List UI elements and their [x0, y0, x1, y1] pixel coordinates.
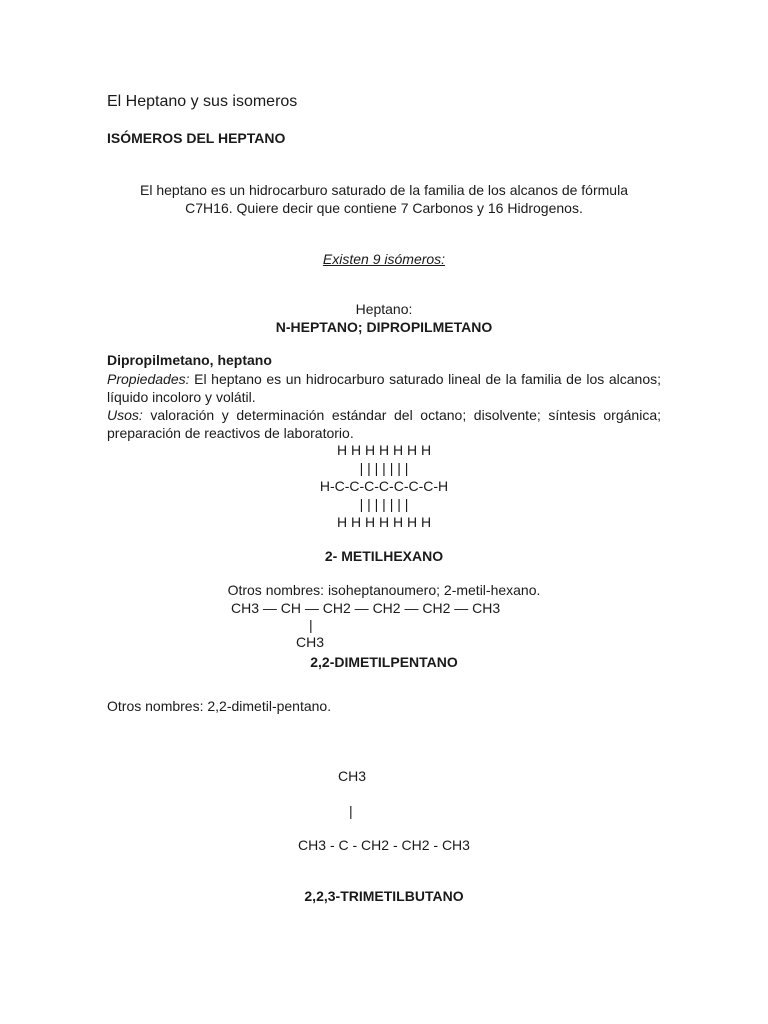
heptano-propiedades: [107, 370, 661, 406]
usos-label: Usos:: [107, 407, 143, 423]
heptano-subheading: Dipropilmetano, heptano: [107, 352, 272, 368]
structure-line-2: | | | | | | |: [359, 460, 409, 476]
dimetilpentano-otros: Otros nombres: 2,2-dimetil-pentano.: [107, 698, 332, 714]
isomer-count: Existen 9 isómeros:: [322, 251, 446, 267]
propiedades-text: El heptano es un hidrocarburo saturado lineal de la familia de los alcanos; líquido incoloro y volátil.: [107, 371, 661, 405]
metilhexano-otros: Otros nombres: isoheptanoumero; 2-metil-hexano.: [227, 582, 541, 598]
propiedades-label: Propiedades:: [107, 371, 190, 387]
trimetilbutano-name: 2,2,3-TRIMETILBUTANO: [304, 888, 464, 904]
metilhexano-name: 2- METILHEXANO: [324, 548, 444, 564]
dimetilpentano-name: 2,2-DIMETILPENTANO: [310, 654, 458, 670]
heptano-name: N-HEPTANO; DIPROPILMETANO: [275, 319, 493, 335]
dimetilpentano-branch: CH3: [338, 768, 367, 784]
heptano-usos: [107, 406, 661, 442]
intro-line-1: El heptano es un hidrocarburo saturado de la familia de los alcanos de fórmula: [140, 182, 628, 198]
intro-line-2: C7H16. Quiere decir que contiene 7 Carbonos y 16 Hidrogenos.: [185, 200, 583, 216]
metilhexano-bond: |: [309, 617, 313, 633]
usos-text: valoración y determinación estándar del octano; disolvente; síntesis orgánica; preparación de reactivos de laboratorio.: [107, 407, 661, 441]
metilhexano-branch: CH3: [296, 634, 325, 650]
structure-line-5: H H H H H H H: [336, 514, 432, 530]
structure-line-3: H-C-C-C-C-C-C-C-H: [319, 478, 449, 494]
metilhexano-chain: CH3 — CH — CH2 — CH2 — CH2 — CH3: [231, 600, 501, 616]
structure-line-1: H H H H H H H: [336, 442, 432, 458]
dimetilpentano-bond: |: [349, 803, 353, 819]
heptano-label: Heptano:: [355, 301, 413, 317]
structure-line-4: | | | | | | |: [359, 496, 409, 512]
section-heading: ISÓMEROS DEL HEPTANO: [107, 130, 286, 146]
document-title: El Heptano y sus isomeros: [107, 93, 298, 110]
dimetilpentano-chain: CH3 - C - CH2 - CH2 - CH3: [298, 837, 470, 853]
